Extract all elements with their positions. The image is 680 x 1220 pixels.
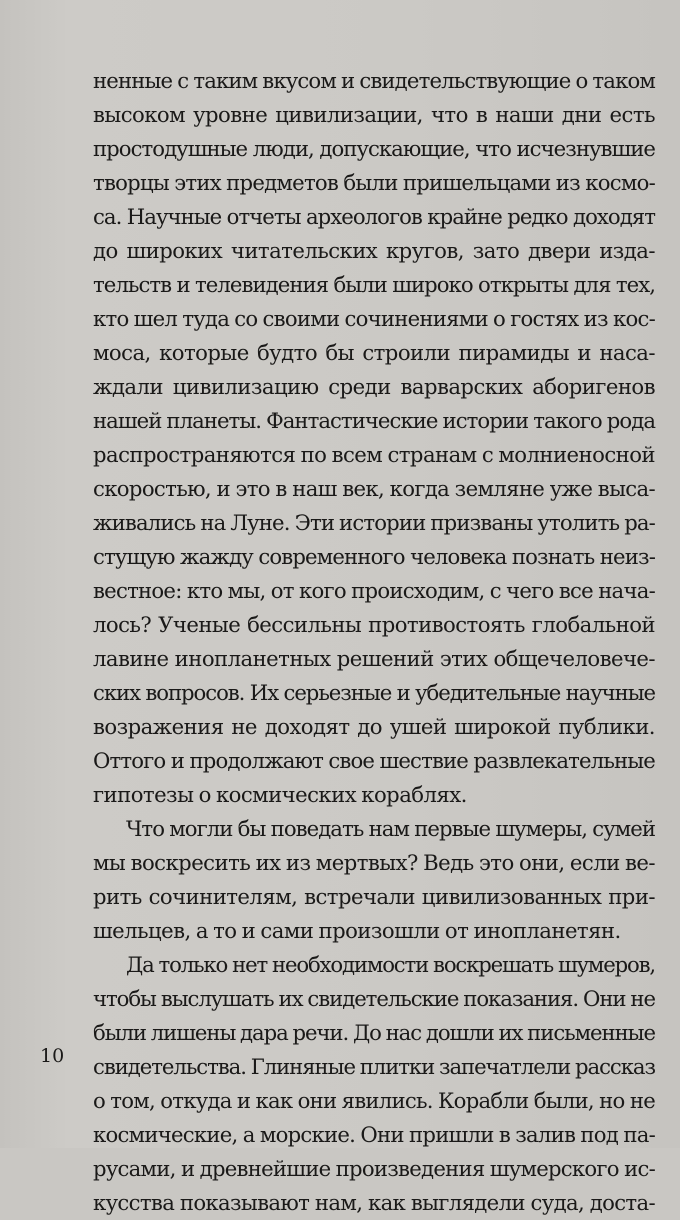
text-line: стущую жажду современного человека познать неиз- bbox=[93, 544, 655, 569]
text-line: Оттого и продолжают свое шествие развлекательные bbox=[93, 748, 655, 773]
text-line: свидетельства. Глиняные плитки запечатлели рассказ bbox=[93, 1054, 655, 1079]
text-line: нашей планеты. Фантастические истории такого рода bbox=[93, 408, 655, 433]
text-line: ских вопросов. Их серьезные и убедительные научные bbox=[93, 680, 655, 705]
text-line: Да только нет необходимости воскрешать шумеров, bbox=[126, 952, 655, 977]
text-line: вестное: кто мы, от кого происходим, с чего все нача- bbox=[93, 578, 655, 603]
text-line: распространяются по всем странам с молниеносной bbox=[93, 442, 655, 467]
text-line: шельцев, а то и сами произошли от инопланетян. bbox=[93, 918, 621, 943]
body-text bbox=[93, 64, 655, 1220]
text-line: моса, которые будто бы строили пирамиды и наса- bbox=[93, 340, 655, 365]
paragraph-continuation bbox=[93, 64, 655, 812]
page-number: 10 bbox=[40, 1045, 65, 1067]
text-line: кусства показывают нам, как выглядели суда, доста- bbox=[93, 1190, 655, 1215]
text-line: творцы этих предметов были пришельцами из космо- bbox=[93, 170, 655, 195]
text-line: космические, а морские. Они пришли в залив под па- bbox=[93, 1122, 655, 1147]
text-line: скоростью, и это в наш век, когда земляне уже выса- bbox=[93, 476, 655, 501]
text-line: са. Научные отчеты археологов крайне редко доходят bbox=[93, 204, 655, 229]
text-line: рить сочинителям, встречали цивилизованных при- bbox=[93, 884, 655, 909]
text-line: были лишены дара речи. До нас дошли их письменные bbox=[93, 1020, 655, 1045]
text-line: кто шел туда со своими сочинениями о гостях из кос- bbox=[93, 306, 655, 331]
text-line: мы воскресить их из мертвых? Ведь это они, если ве- bbox=[93, 850, 655, 875]
text-line: возражения не доходят до ушей широкой публики. bbox=[93, 714, 655, 739]
text-line: высоком уровне цивилизации, что в наши дни есть bbox=[93, 102, 655, 127]
text-line: ждали цивилизацию среди варварских аборигенов bbox=[93, 374, 655, 399]
text-line: о том, откуда и как они явились. Корабли были, но не bbox=[93, 1088, 655, 1113]
text-line: до широких читательских кругов, зато двери изда- bbox=[93, 238, 655, 263]
text-line: лось? Ученые бессильны противостоять глобальной bbox=[93, 612, 655, 637]
text-line: ненные с таким вкусом и свидетельствующие о таком bbox=[93, 68, 655, 93]
text-line: тельств и телевидения были широко открыты для тех, bbox=[93, 272, 655, 297]
paragraph-sumerians-question bbox=[93, 812, 655, 948]
text-line: Что могли бы поведать нам первые шумеры, сумей bbox=[126, 816, 655, 841]
text-line: русами, и древнейшие произведения шумерского ис- bbox=[93, 1156, 655, 1181]
text-line: лавине инопланетных решений этих общечеловече- bbox=[93, 646, 655, 671]
text-line: гипотезы о космических кораблях. bbox=[93, 782, 467, 807]
paragraph-sumerian-testimony bbox=[93, 948, 655, 1220]
text-line: чтобы выслушать их свидетельские показания. Они не bbox=[93, 986, 655, 1011]
text-line: живались на Луне. Эти истории призваны утолить ра- bbox=[93, 510, 655, 535]
text-line: простодушные люди, допускающие, что исчезнувшие bbox=[93, 136, 655, 161]
